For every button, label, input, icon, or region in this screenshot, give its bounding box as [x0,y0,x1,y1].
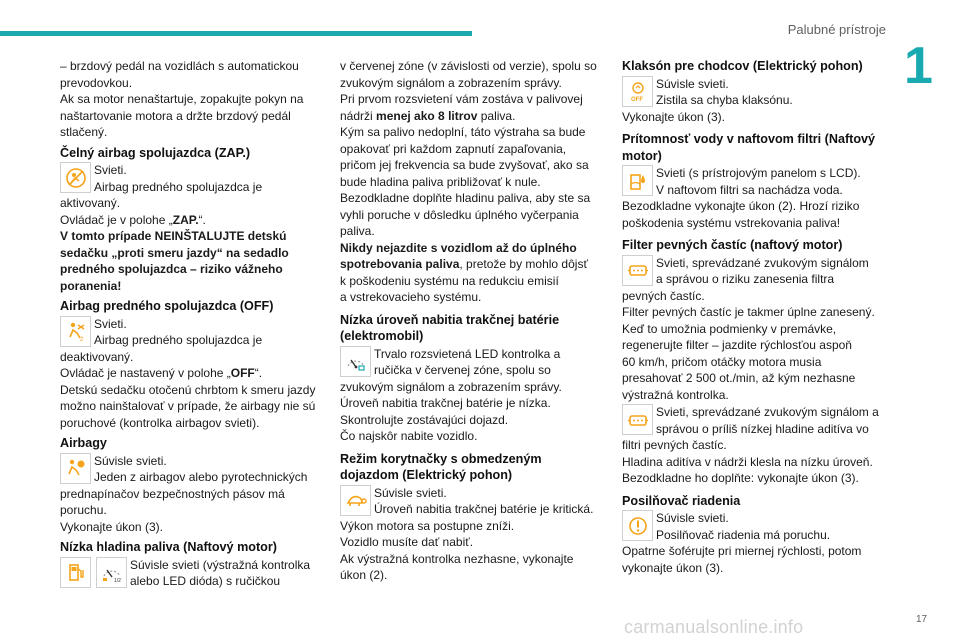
text-line: alebo LED dióda) s ručičkou [130,574,281,588]
text-line: Bezodkladne doplňte hladinu paliva, aby ste sa [340,191,591,205]
text-line: Pri prvom rozsvietení vám zostáva v palivovej [340,92,583,106]
text-line: správou o príliš nízkej hladine aditíva vo [656,421,869,436]
text-line: Svieti, sprevádzané zvukovým signálom [656,255,869,270]
airbag-off-crossed-icon [60,162,91,193]
indicator-off [60,316,322,349]
text-fragment: nádrži [340,108,377,123]
text-line: Svieti, sprevádzané zvukovým signálom a [656,405,879,419]
text-line: Bezodkladne ho doplňte: vykonajte úkon (3). [622,471,859,485]
text-line: Bezodkladne vykonajte úkon (2). Hrozí riziko [622,199,860,213]
svg-text:OFF: OFF [630,97,643,103]
text-line: Úroveň nabitia trakčnej batérie je kritická. [374,502,594,516]
text-fragment: Ovládač je nastavený v polohe „ [60,366,231,380]
text-line: poškodenia systému vstrekovania paliva! [622,215,841,230]
text-line: filtri pevných častíc. [622,438,727,452]
text-line: ručička v červenej zóne, spolu so [374,363,551,377]
heading-battery [340,312,602,345]
text-line: poruchové (kontrolka airbagov svieti). [60,415,260,430]
text-line: Svieti (s prístrojovým panelom s LCD). [656,166,861,180]
text-line: Výkon motora sa postupne zníži. [340,518,515,533]
fuel-pump-icon [60,557,91,588]
indicator-dpf [622,255,884,288]
heading-fuel: Nízka hladina paliva (Naftový motor) [60,540,277,554]
text-fragment: Ovládač je v polohe „ [60,212,173,227]
header-accent-bar [0,31,472,36]
text-line: Zistila sa chyba klaksónu. [656,93,793,107]
text-line: Ak výstražná kontrolka nezhasne, vykonajte [340,551,574,566]
text-line: Airbag predného spolujazdca je [94,333,263,347]
text-line: stlačený. [60,125,108,139]
text-line: regenerujte filter – jazdite rýchlosťou aspoň [622,338,852,352]
indicator-turtle [340,485,602,518]
text-line: Trvalo rozsvietená LED kontrolka a [374,346,561,361]
heading-dpf: Filter pevných častíc (naftový motor) [622,238,843,252]
text-fragment: “. [198,212,206,227]
warning-line: Nikdy nejazdite s vozidlom až do úplného [340,240,577,255]
watermark: carmanualsonline.info [624,617,804,637]
text-line: presahovať 2 500 ot./min, až kým nezhasne [622,371,856,385]
indicator-fuel [60,557,322,590]
text-line: k poškodeniu systému na redukciu emisií [340,273,559,288]
text-line: aktivovaný. [60,196,121,210]
column-middle [340,58,602,584]
heading-part: Prítomnosť vody v naftovom filtri (Naftový [622,132,876,146]
warning-line: V tomto prípade NEINŠTALUJTE detskú [60,229,287,243]
text-line: Kým sa palivo nedoplní, táto výstraha sa bude [340,125,586,139]
text-line: bude hladina paliva približovať k nule. [340,174,541,189]
text-line: Vykonajte úkon (3). [622,109,725,124]
text-line [340,108,602,125]
text-line: zvukovým signálom a zobrazením správy. [340,75,562,90]
heading-steering: Posilňovač riadenia [622,493,741,508]
text-line: Keď to umožnia podmienky v premávke, [622,321,837,336]
text-line: Posilňovač riadenia má poruchu. [656,527,831,542]
indicator-steering [622,510,884,543]
text-fragment: ZAP. [172,212,199,227]
text-line: Skontrolujte zostávajúci dojazd. [340,412,509,427]
text-line: Svieti. [94,163,127,177]
indicator-airbagy [60,453,322,486]
text-line: Hladina aditíva v nádrži klesla na nízku úroveň. [622,454,873,469]
text-line: Vozidlo musíte dať nabiť. [340,535,474,549]
indicator-battery [340,346,602,379]
particle-filter-icon [622,404,653,435]
heading-zap: Čelný airbag spolujazdca (ZAP.) [60,145,251,160]
indicator-horn [622,76,884,109]
fuel-led-icon [96,557,127,588]
text-fragment: “. [254,366,263,380]
heading-part: motor) [622,148,662,163]
particle-filter-icon [622,255,653,286]
text-line: Súvisle svieti (výstražná kontrolka [130,557,311,572]
text-line: Opatrne šoférujte pri miernej rýchlosti, potom [622,544,862,558]
svg-text:1/2: 1/2 [113,578,121,584]
section-title: Palubné prístroje [787,22,886,37]
text-line: pevných častíc. [622,288,705,303]
text-line: – brzdový pedál na vozidlách s automatickou [60,59,299,73]
text-line: a vstrekovacieho systému. [340,290,482,304]
warning-line: sedačku „proti smeru jazdy“ na sedadlo [60,245,289,260]
text-fragment: , pretože by mohlo dôjsť [459,257,588,271]
text-line: Filter pevných častíc je takmer úplne zanesený. [622,305,875,319]
text-line: Úroveň nabitia trakčnej batérie je nízka. [340,396,551,410]
text-line: Súvisle svieti. [94,453,167,468]
text-line: Súvisle svieti. [374,485,447,500]
steering-warning-icon [622,510,653,541]
text-line: a správou o riziku zanesenia filtra [656,272,835,286]
text-line: V naftovom filtri sa nachádza voda. [656,182,843,197]
text-line: úkon (2). [340,568,388,582]
text-line: Súvisle svieti. [656,76,729,91]
heading-off: Airbag predného spolujazdca (OFF) [60,299,274,313]
heading-part: Nízka úroveň nabitia trakčnej batérie [340,312,560,327]
text-line: vykonajte úkon (3). [622,560,724,575]
text-line: vyhli poruche v dôsledku úplného vyčerpania [340,207,579,222]
passenger-airbag-off-icon [60,316,91,347]
traction-battery-gauge-icon [340,346,371,377]
indicator-zap [60,162,322,195]
heading-turtle [340,451,602,484]
text-line: možno nainštalovať v prípade, že airbagy nie sú [60,399,316,413]
text-line: v červenej zóne (v závislosti od verzie), spolu so [340,59,597,73]
text-line [60,365,322,382]
text-line: výstražná kontrolka. [622,387,729,402]
column-left [60,58,322,590]
text-line: paliva. [340,224,375,238]
svg-text:2: 2 [79,337,83,343]
text-line: 60 km/h, pričom otáčky motora musia [622,354,822,369]
text-line: prednapínačov bezpečnostných pásov má [60,486,285,501]
warning-line: poranenia! [60,278,122,293]
pedestrian-horn-off-icon [622,76,653,107]
heading-airbagy: Airbagy [60,436,107,450]
text-fragment: menej ako 8 litrov [376,108,478,123]
indicator-dpf-additive [622,404,884,437]
text-line: naštartovanie motora a držte brzdový pedál [60,108,291,123]
text-line: poruchu. [60,503,107,517]
heading-part: dojazdom (Elektrický pohon) [340,468,513,482]
heading-part: (elektromobil) [340,329,424,343]
text-line: Jeden z airbagov alebo pyrotechnických [94,470,308,484]
heading-horn: Klaksón pre chodcov (Elektrický pohon) [622,59,863,73]
text-fragment: spotrebovania paliva [340,257,460,271]
column-right [622,58,884,576]
heading-water [622,131,884,164]
airbag-icon [60,453,91,484]
text-line: Detskú sedačku otočenú chrbtom k smeru jazdy [60,382,316,397]
turtle-icon [340,485,371,516]
text-fragment: paliva. [477,108,516,123]
page-number: 17 [916,614,928,625]
warning-line: predného spolujazdca – riziko vážneho [60,262,283,276]
text-line: Čo najskôr nabite vozidlo. [340,429,478,443]
chapter-number: 1 [904,37,933,95]
text-line: Vykonajte úkon (3). [60,519,163,534]
text-fragment: OFF [230,366,255,380]
indicator-water [622,165,884,198]
text-line: zvukovým signálom a zobrazením správy. [340,379,562,394]
text-line: Ak sa motor nenaštartuje, zopakujte pokyn na [60,92,304,106]
text-line: Súvisle svieti. [656,511,729,525]
text-line: Svieti. [94,316,127,331]
heading-part: Režim korytnačky s obmedzeným [340,451,542,466]
text-line [60,212,322,229]
text-line: pričom jej frekvencia sa bude zvyšovať, ako sa [340,158,589,172]
water-in-diesel-filter-icon [622,165,653,196]
text-line: opakovať pri každom zapnutí zapaľovania, [340,141,567,156]
text-line [340,256,602,273]
text-line: Airbag predného spolujazdca je [94,179,263,194]
text-line: prevodovkou. [60,75,133,90]
text-line: deaktivovaný. [60,349,134,364]
